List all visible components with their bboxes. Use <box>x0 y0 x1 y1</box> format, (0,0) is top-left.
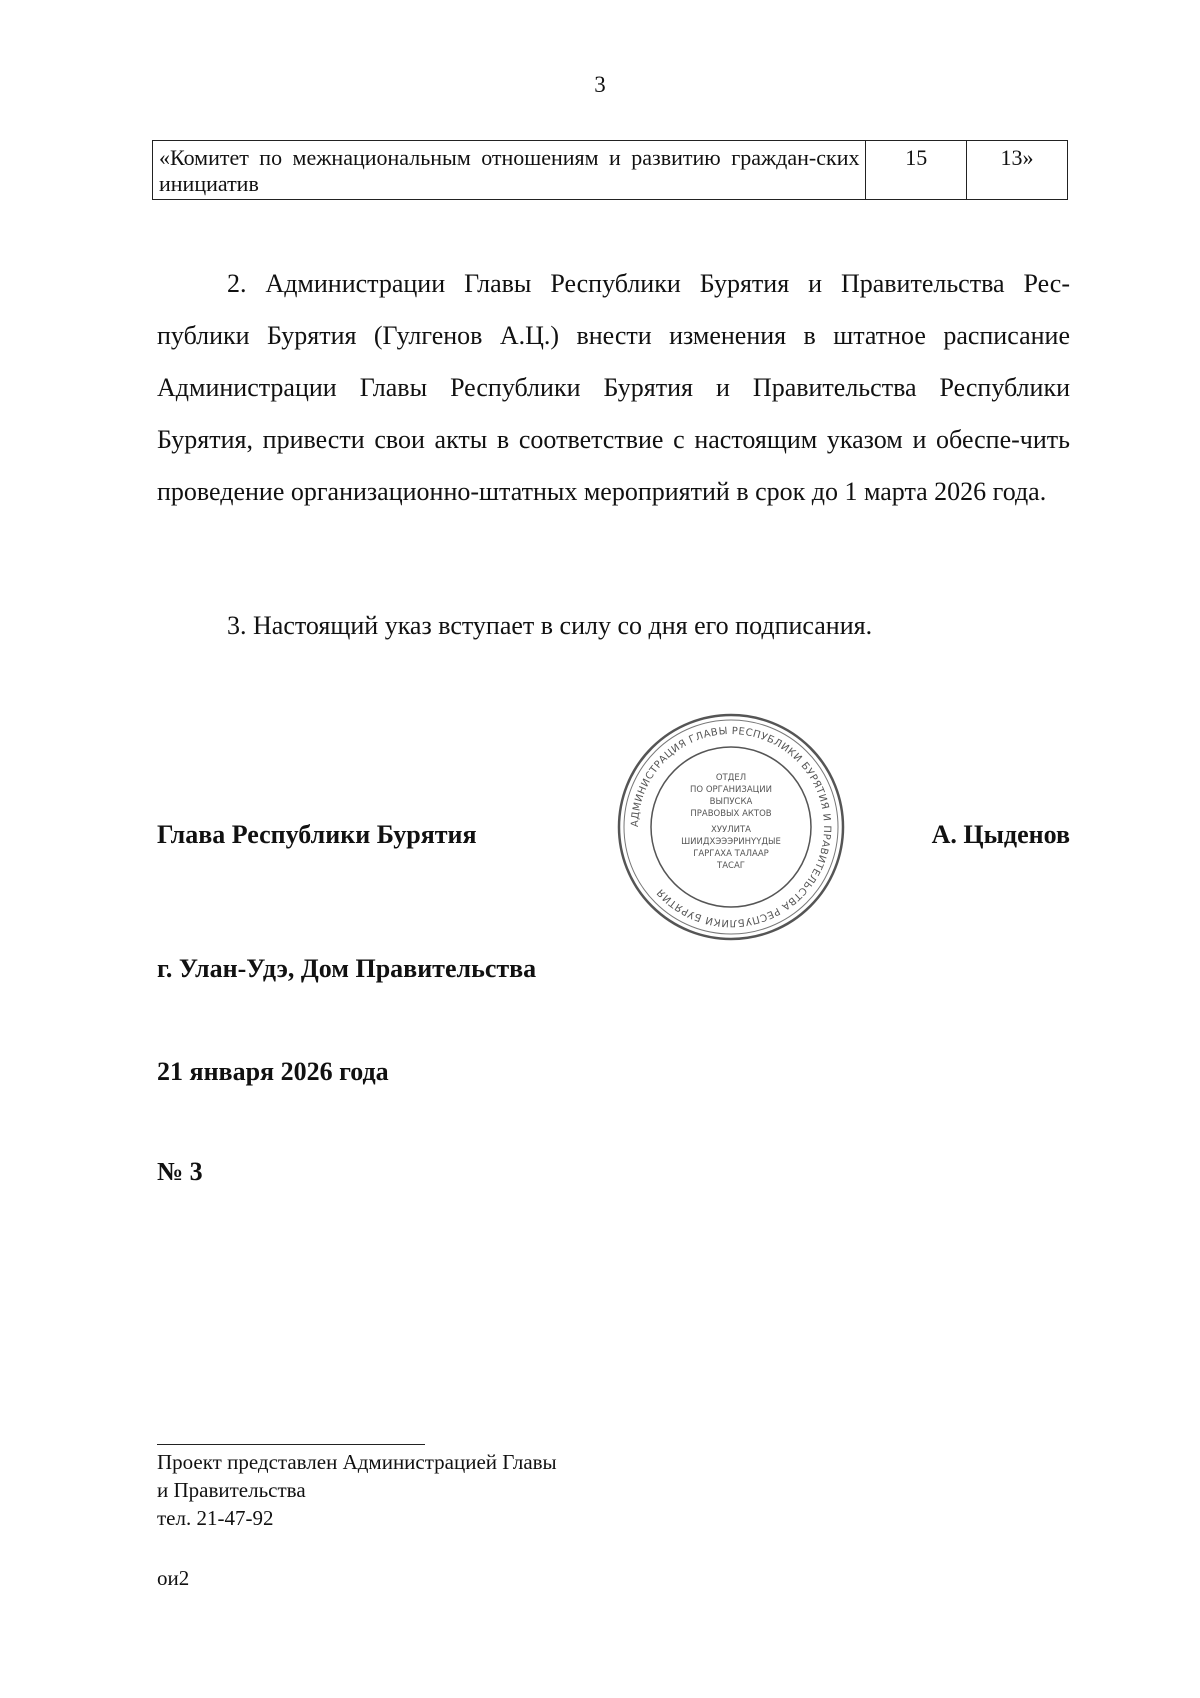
footnote-divider <box>157 1444 425 1445</box>
stamp-outer-text: АДМИНИСТРАЦИЯ ГЛАВЫ РЕСПУБЛИКИ БУРЯТИЯ И ПРАВИТЕЛЬСТВА РЕСПУБЛИКИ БУРЯТИЯ <box>629 725 833 929</box>
footnote-phone: тел. 21-47-92 <box>157 1506 274 1530</box>
stamp-line: ПРАВОВЫХ АКТОВ <box>690 809 772 819</box>
stamp-line: ХУУЛИТА <box>711 825 751 835</box>
footnote-line: и Правительства <box>157 1478 306 1502</box>
paragraph-3: 3. Настоящий указ вступает в силу со дня его подписания. <box>227 611 873 640</box>
stamp-line: ВЫПУСКА <box>709 797 753 807</box>
stamp-line: ПО ОРГАНИЗАЦИИ <box>690 785 772 795</box>
signing-date: 21 января 2026 года <box>157 1057 389 1086</box>
signatory-position: Глава Республики Бурятия <box>157 820 477 849</box>
paragraph-2: 2. Администрации Главы Республики Бурятия и Правительства Рес-публики Бурятия (Гулгенов А.Ц.) внести изменения в штатное расписание Администрации Главы Республики Бурятия и Правительства Республики Бурятия, привести свои акты в соответствие с настоящим указом и обеспе-чить проведение организационно-штатных мероприятий в срок до 1 марта 2026 года. <box>157 269 1070 506</box>
stamp-line: ОТДЕЛ <box>715 773 747 783</box>
footnote <box>157 1448 557 1532</box>
table-cell-value-2: 13» <box>967 141 1068 200</box>
table-cell-name: «Комитет по межнациональным отношениям и развитию граждан-ских инициатив <box>153 141 866 200</box>
signing-place: г. Улан-Удэ, Дом Правительства <box>157 954 537 983</box>
stamp-line: ШИИДХЭЭЭРИНҮҮДЫЕ <box>681 837 781 847</box>
footnote-line: Проект представлен Администрацией Главы <box>157 1450 557 1474</box>
decree-number: № 3 <box>157 1157 203 1186</box>
stamp-line: ТАСАГ <box>717 861 745 871</box>
official-stamp <box>616 712 846 942</box>
table-cell-value-1: 15 <box>866 141 967 200</box>
page-number: 3 <box>594 72 606 97</box>
signatory-name: А. Цыденов <box>931 820 1070 849</box>
table-row <box>153 141 1068 200</box>
stamp-line: ГАРГАХА ТАЛААР <box>693 849 769 859</box>
staff-table <box>152 140 1068 200</box>
document-code: ои2 <box>157 1566 190 1590</box>
